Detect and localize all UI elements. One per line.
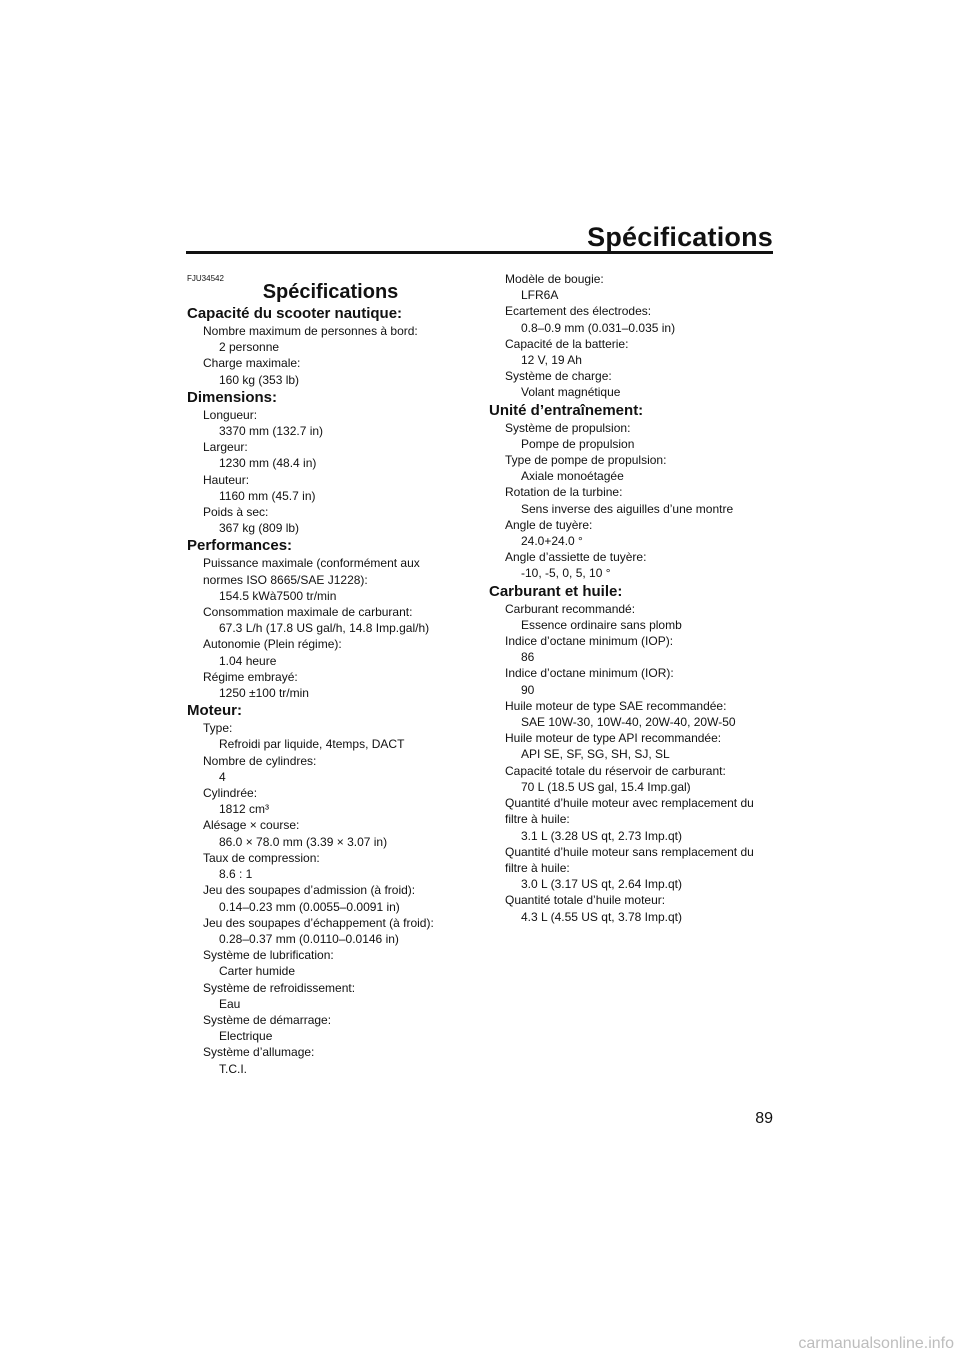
spec-value: 86.0 × 78.0 mm (3.39 × 3.07 in) xyxy=(219,834,388,849)
spec-item xyxy=(187,555,477,604)
spec-item xyxy=(187,636,477,668)
spec-item xyxy=(489,517,779,549)
spec-section xyxy=(187,304,477,388)
section-title: Performances: xyxy=(187,537,293,555)
spec-item xyxy=(489,336,779,368)
spec-label: Indice d’octane minimum (IOR): xyxy=(505,666,674,681)
spec-item xyxy=(187,850,477,882)
spec-item xyxy=(187,1012,477,1044)
spec-value: 1250 ±100 tr/min xyxy=(219,686,309,701)
spec-label: Angle de tuyère: xyxy=(505,517,593,532)
spec-value: 70 L (18.5 US gal, 15.4 Imp.gal) xyxy=(521,779,691,794)
spec-label: Huile moteur de type SAE recommandée: xyxy=(505,698,727,713)
spec-label: Système de refroidissement: xyxy=(203,980,356,995)
main-title: Spécifications xyxy=(262,281,399,303)
spec-item xyxy=(489,795,779,844)
spec-label: Type: xyxy=(203,721,233,736)
spec-value: 3.1 L (3.28 US qt, 2.73 Imp.qt) xyxy=(521,828,682,843)
page-number: 89 xyxy=(755,1110,773,1127)
spec-section xyxy=(489,271,779,401)
spec-label: Capacité de la batterie: xyxy=(505,336,629,351)
left-column xyxy=(187,304,477,1077)
spec-label: Régime embrayé: xyxy=(203,669,298,684)
spec-value: 1160 mm (45.7 in) xyxy=(219,488,316,503)
spec-value: 3.0 L (3.17 US qt, 2.64 Imp.qt) xyxy=(521,877,682,892)
spec-label: Carburant recommandé: xyxy=(505,601,636,616)
spec-label: Alésage × course: xyxy=(203,818,300,833)
spec-item xyxy=(187,472,477,504)
spec-label: Consommation maximale de carburant: xyxy=(203,605,413,620)
spec-value: Sens inverse des aiguilles d’une montre xyxy=(521,501,734,516)
spec-item xyxy=(187,785,477,817)
watermark[interactable]: carmanualsonline.info xyxy=(798,1335,954,1352)
spec-value: -10, -5, 0, 5, 10 ° xyxy=(521,566,611,581)
spec-item xyxy=(489,892,779,924)
spec-item xyxy=(187,355,477,387)
spec-label: Cylindrée: xyxy=(203,786,258,801)
doc-code: FJU34542 xyxy=(187,274,224,283)
spec-label: Capacité totale du réservoir de carburant: xyxy=(505,763,726,778)
spec-value: 1230 mm (48.4 in) xyxy=(219,456,317,471)
spec-section xyxy=(187,536,477,701)
spec-label: Jeu des soupapes d’échappement (à froid): xyxy=(203,915,434,930)
spec-label: Largeur: xyxy=(203,440,248,455)
spec-item xyxy=(489,368,779,400)
spec-value: 86 xyxy=(521,650,535,665)
spec-item xyxy=(489,763,779,795)
spec-value: Axiale monoétagée xyxy=(521,469,624,484)
spec-section xyxy=(489,401,779,582)
spec-label: Système de charge: xyxy=(505,369,612,384)
spec-value: 8.6 : 1 xyxy=(219,867,253,882)
spec-label: Quantité d’huile moteur avec remplacement du filtre à huile: xyxy=(505,796,754,827)
spec-value: 3370 mm (132.7 in) xyxy=(219,424,324,439)
spec-item xyxy=(489,271,779,303)
spec-label: Taux de compression: xyxy=(203,850,320,865)
spec-value: 1812 cm³ xyxy=(219,802,270,817)
spec-label: Rotation de la turbine: xyxy=(505,485,623,500)
spec-section xyxy=(187,388,477,537)
right-column xyxy=(489,271,779,925)
spec-label: Système de lubrification: xyxy=(203,948,334,963)
spec-value: 90 xyxy=(521,682,535,697)
spec-value: 0.28–0.37 mm (0.0110–0.0146 in) xyxy=(219,931,399,946)
spec-value: Carter humide xyxy=(219,964,296,979)
spec-label: Indice d’octane minimum (IOP): xyxy=(505,634,674,649)
spec-label: Angle d’assiette de tuyère: xyxy=(505,550,647,565)
spec-item xyxy=(489,549,779,581)
spec-item xyxy=(489,698,779,730)
spec-item xyxy=(489,303,779,335)
spec-label: Quantité d’huile moteur sans remplacement du filtre à huile: xyxy=(505,844,754,875)
spec-value: 24.0+24.0 ° xyxy=(521,534,583,549)
spec-value: 1.04 heure xyxy=(219,653,277,668)
spec-label: Autonomie (Plein régime): xyxy=(203,637,342,652)
spec-label: Modèle de bougie: xyxy=(505,272,604,286)
spec-item xyxy=(489,844,779,893)
spec-label: Type de pompe de propulsion: xyxy=(505,453,667,468)
spec-item xyxy=(489,420,779,452)
header-title: Spécifications xyxy=(587,222,773,252)
spec-section xyxy=(489,582,779,925)
spec-value: 4 xyxy=(219,769,226,784)
spec-item xyxy=(489,452,779,484)
spec-label: Longueur: xyxy=(203,407,258,422)
spec-item xyxy=(187,947,477,979)
spec-label: Poids à sec: xyxy=(203,505,269,520)
spec-value: SAE 10W-30, 10W-40, 20W-40, 20W-50 xyxy=(521,715,736,730)
section-title: Capacité du scooter nautique: xyxy=(187,305,403,322)
spec-label: Hauteur: xyxy=(203,472,250,487)
spec-value: Pompe de propulsion xyxy=(521,436,635,451)
spec-value: 2 personne xyxy=(219,340,280,355)
spec-value: 367 kg (809 lb) xyxy=(219,521,300,536)
section-title: Unité d’entraînement: xyxy=(489,401,644,419)
spec-value: 0.8–0.9 mm (0.031–0.035 in) xyxy=(521,320,676,335)
section-title: Moteur: xyxy=(187,702,242,720)
spec-item xyxy=(187,980,477,1012)
header-rule xyxy=(186,251,773,254)
spec-item xyxy=(187,323,477,355)
spec-value: T.C.I. xyxy=(219,1061,248,1076)
spec-label: Jeu des soupapes d’admission (à froid): xyxy=(203,883,416,898)
spec-value: 12 V, 19 Ah xyxy=(521,353,582,368)
spec-item xyxy=(187,504,477,536)
spec-item xyxy=(489,730,779,762)
spec-value: Eau xyxy=(219,996,241,1011)
spec-value: 4.3 L (4.55 US qt, 3.78 Imp.qt) xyxy=(521,909,682,924)
spec-item xyxy=(187,1044,477,1076)
spec-label: Puissance maximale (conformément aux normes ISO 8665/SAE J1228): xyxy=(203,556,420,587)
spec-item xyxy=(187,753,477,785)
spec-value: Refroidi par liquide, 4temps, DACT xyxy=(219,737,405,752)
spec-label: Système d’allumage: xyxy=(203,1045,315,1060)
spec-label: Nombre de cylindres: xyxy=(203,753,317,768)
spec-label: Quantité totale d’huile moteur: xyxy=(505,893,666,908)
spec-value: LFR6A xyxy=(521,288,559,303)
spec-item xyxy=(489,601,779,633)
spec-item xyxy=(489,484,779,516)
spec-value: Essence ordinaire sans plomb xyxy=(521,617,682,632)
spec-value: 0.14–0.23 mm (0.0055–0.0091 in) xyxy=(219,899,400,914)
spec-item xyxy=(489,633,779,665)
spec-item xyxy=(187,915,477,947)
spec-item xyxy=(187,439,477,471)
spec-item xyxy=(187,407,477,439)
spec-label: Ecartement des électrodes: xyxy=(505,304,652,319)
spec-value: Electrique xyxy=(219,1029,273,1044)
spec-value: 154.5 kWà7500 tr/min xyxy=(219,588,337,603)
spec-item xyxy=(187,720,477,752)
spec-item xyxy=(489,665,779,697)
spec-value: 160 kg (353 lb) xyxy=(219,372,300,387)
spec-item xyxy=(187,817,477,849)
spec-item xyxy=(187,882,477,914)
spec-label: Huile moteur de type API recommandée: xyxy=(505,731,722,746)
spec-value: Volant magnétique xyxy=(521,385,621,400)
spec-label: Système de propulsion: xyxy=(505,420,631,435)
spec-value: 67.3 L/h (17.8 US gal/h, 14.8 Imp.gal/h) xyxy=(219,621,430,636)
section-title: Carburant et huile: xyxy=(489,582,623,600)
spec-label: Nombre maximum de personnes à bord: xyxy=(203,324,418,338)
spec-item xyxy=(187,604,477,636)
spec-label: Système de démarrage: xyxy=(203,1012,332,1027)
section-title: Dimensions: xyxy=(187,388,278,406)
spec-label: Charge maximale: xyxy=(203,356,301,371)
spec-item xyxy=(187,669,477,701)
spec-value: API SE, SF, SG, SH, SJ, SL xyxy=(521,747,670,762)
spec-section xyxy=(187,701,477,1076)
